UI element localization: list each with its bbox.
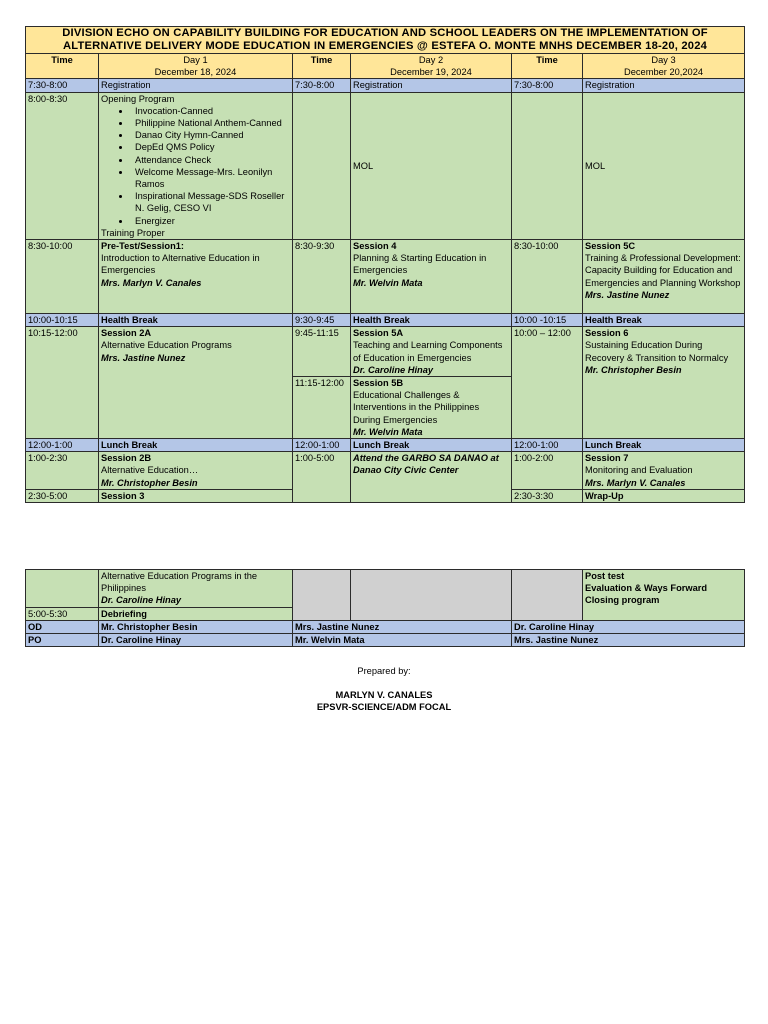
session-cell — [99, 452, 293, 490]
session-cell — [99, 327, 293, 439]
session-speaker: Mr. Welvin Mata — [353, 426, 423, 437]
session-cell — [351, 240, 512, 314]
session-description: Introduction to Alternative Education in Emergencies — [101, 253, 260, 276]
list-item: • Inspirational Message-SDS Roseller N. Gelig, CESO VI — [131, 190, 290, 214]
time-cell: 8:30-9:30 — [293, 240, 351, 314]
session-title: Session 3 — [99, 489, 293, 502]
session-description: Alternative Education Programs in the Philippines — [101, 571, 258, 594]
po-row — [26, 634, 745, 647]
session-speaker: Mrs. Marlyn V. Canales — [585, 477, 686, 488]
time-cell: 7:30-8:00 — [26, 79, 99, 92]
activity-cell: Registration — [99, 79, 293, 92]
time-cell: 2:30-3:30 — [512, 489, 583, 502]
time-cell: 10:00-10:15 — [26, 314, 99, 327]
session-speaker: Mrs. Jastine Nunez — [585, 289, 670, 300]
activity-cell: Registration — [351, 79, 512, 92]
session-title: Wrap-Up — [583, 489, 745, 502]
day-3-label: Day 3 — [651, 55, 676, 65]
activity-cell: MOL — [351, 92, 512, 239]
list-item: • Philippine National Anthem-Canned — [131, 117, 290, 129]
time-cell: 8:30-10:00 — [26, 240, 99, 314]
opening-row — [26, 92, 745, 239]
session-speaker: Mrs. Jastine Nunez — [101, 352, 186, 363]
list-item: • Invocation-Canned — [131, 105, 290, 117]
od-day-3: Dr. Caroline Hinay — [512, 620, 745, 633]
list-item: • Attendance Check — [131, 154, 290, 166]
session-row — [26, 452, 745, 490]
session-cell — [583, 452, 745, 490]
session-speaker: Dr. Caroline Hinay — [101, 595, 182, 606]
day-2-date: December 19, 2024 — [390, 67, 472, 78]
title-line-2: ALTERNATIVE DELIVERY MODE EDUCATION IN EMERGENCIES @ ESTEFA O. MONTE MNHS DECEMBER 18-20, 2024 — [63, 40, 708, 52]
lunch-break-row — [26, 439, 745, 452]
time-cell: 1:00-5:00 — [293, 452, 351, 503]
day-2-label: Day 2 — [418, 55, 444, 65]
session-row — [26, 327, 745, 377]
session-title: Session 7 — [585, 453, 629, 464]
time-cell: 8:30-10:00 — [512, 240, 583, 314]
po-day-1: Dr. Caroline Hinay — [99, 634, 293, 647]
session-title: Session 2A — [101, 328, 152, 339]
list-item: • Energizer — [131, 215, 290, 227]
preparer-position: EPSVR-SCIENCE/ADM FOCAL — [316, 702, 452, 712]
registration-row — [26, 79, 745, 92]
session-title: Session 5B — [353, 378, 404, 389]
session-cell — [583, 240, 745, 314]
time-cell: 7:30-8:00 — [512, 79, 583, 92]
preparer-name: MARLYN V. CANALES — [335, 690, 433, 700]
session-speaker: Mrs. Marlyn V. Canales — [101, 277, 202, 288]
session-cell — [583, 327, 745, 439]
event-note-cell: Attend the GARBO SA DANAO at Danao City Civic Center — [351, 452, 512, 503]
time-cell: 11:15-12:00 — [293, 377, 351, 439]
session-description: Alternative Education… — [101, 465, 199, 476]
time-cell: 10:00 -10:15 — [512, 314, 583, 327]
session-cell — [99, 240, 293, 314]
time-cell: 9:30-9:45 — [293, 314, 351, 327]
schedule-table-continued — [25, 569, 745, 647]
evaluation-label: Evaluation & Ways Forward — [585, 583, 708, 594]
time-cell: 1:00-2:00 — [512, 452, 583, 490]
schedule-table — [25, 26, 745, 503]
session-title: Session 6 — [585, 328, 629, 339]
od-day-1: Mr. Christopher Besin — [99, 620, 293, 633]
activity-cell: Health Break — [99, 314, 293, 327]
session-cell — [351, 377, 512, 439]
prepared-by-label: Prepared by: — [357, 666, 411, 676]
header-time-2: Time — [293, 54, 351, 79]
session-description: Monitoring and Evaluation — [585, 465, 693, 476]
opening-program-cell — [99, 92, 293, 239]
time-cell: 8:00-8:30 — [26, 92, 99, 239]
header-day-1 — [99, 54, 293, 79]
activity-cell: Lunch Break — [99, 439, 293, 452]
time-cell: 9:45-11:15 — [293, 327, 351, 377]
po-day-3: Mrs. Jastine Nunez — [512, 634, 745, 647]
activity-cell: Health Break — [583, 314, 745, 327]
time-cell: 5:00-5:30 — [26, 607, 99, 620]
opening-program-list — [101, 105, 290, 227]
time-cell — [512, 92, 583, 239]
blank-cell — [512, 570, 583, 621]
title-line-1: DIVISION ECHO ON CAPABILITY BUILDING FOR EDUCATION AND SCHOOL LEADERS ON THE IMPLEMENTATION OF — [62, 27, 708, 39]
closing-activities-cell — [583, 570, 745, 621]
session-row — [26, 240, 745, 314]
session-speaker: Mr. Christopher Besin — [101, 477, 198, 488]
document-title — [26, 27, 745, 54]
od-label: OD — [26, 620, 99, 633]
time-cell — [293, 92, 351, 239]
blank-cell — [293, 570, 351, 621]
po-label: PO — [26, 634, 99, 647]
activity-cell: Health Break — [351, 314, 512, 327]
blank-cell — [351, 570, 512, 621]
time-cell: 1:00-2:30 — [26, 452, 99, 490]
training-proper-label: Training Proper — [101, 227, 165, 238]
session-cell — [351, 327, 512, 377]
po-day-2: Mr. Welvin Mata — [293, 634, 512, 647]
list-item: • Danao City Hymn-Canned — [131, 129, 290, 141]
time-cell — [26, 570, 99, 608]
title-row — [26, 27, 745, 54]
session-description: Teaching and Learning Components of Education in Emergencies — [353, 340, 503, 363]
session-speaker: Mr. Christopher Besin — [585, 364, 682, 375]
health-break-row — [26, 314, 745, 327]
session-title: Session 5C — [585, 241, 636, 252]
session-title: Session 2B — [101, 453, 152, 464]
session-cell — [99, 570, 293, 608]
header-row — [26, 54, 745, 79]
header-day-3 — [583, 54, 745, 79]
session-description: Sustaining Education During Recovery & Transition to Normalcy — [585, 340, 729, 363]
closing-program-label: Closing program — [585, 595, 660, 606]
session-description: Alternative Education Programs — [101, 340, 232, 351]
day-3-date: December 20,2024 — [624, 67, 704, 78]
time-cell: 2:30-5:00 — [26, 489, 99, 502]
activity-cell: Registration — [583, 79, 745, 92]
activity-cell: Lunch Break — [583, 439, 745, 452]
continued-session-row — [26, 570, 745, 608]
session-title: Session 4 — [353, 241, 397, 252]
day-1-label: Day 1 — [183, 55, 208, 65]
list-item: • DepEd QMS Policy — [131, 141, 290, 153]
session-description: Training & Professional Development: Capacity Building for Education and Emergencies and Planning Workshop — [585, 253, 741, 288]
time-cell: 12:00-1:00 — [512, 439, 583, 452]
activity-cell: Lunch Break — [351, 439, 512, 452]
session-speaker: Dr. Caroline Hinay — [353, 364, 434, 375]
time-cell: 10:00 – 12:00 — [512, 327, 583, 439]
activity-cell: Debriefing — [99, 607, 293, 620]
od-row — [26, 620, 745, 633]
session-title: Pre-Test/Session1: — [101, 241, 185, 252]
header-time-3: Time — [512, 54, 583, 79]
list-item: • Welcome Message-Mrs. Leonilyn Ramos — [131, 166, 290, 190]
session-speaker: Mr. Welvin Mata — [353, 277, 423, 288]
session-description: Educational Challenges & Interventions in the Philippines During Emergencies — [353, 390, 480, 425]
opening-program-title: Opening Program — [101, 93, 175, 104]
time-cell: 10:15-12:00 — [26, 327, 99, 439]
time-cell: 12:00-1:00 — [293, 439, 351, 452]
header-time-1: Time — [26, 54, 99, 79]
time-cell: 7:30-8:00 — [293, 79, 351, 92]
time-cell: 12:00-1:00 — [26, 439, 99, 452]
activity-cell: MOL — [583, 92, 745, 239]
day-1-date: December 18, 2024 — [154, 67, 237, 78]
header-day-2 — [351, 54, 512, 79]
od-day-2: Mrs. Jastine Nunez — [293, 620, 512, 633]
session-description: Planning & Starting Education in Emergencies — [353, 253, 487, 276]
post-test-label: Post test — [585, 571, 625, 581]
session-title: Session 5A — [353, 328, 404, 339]
